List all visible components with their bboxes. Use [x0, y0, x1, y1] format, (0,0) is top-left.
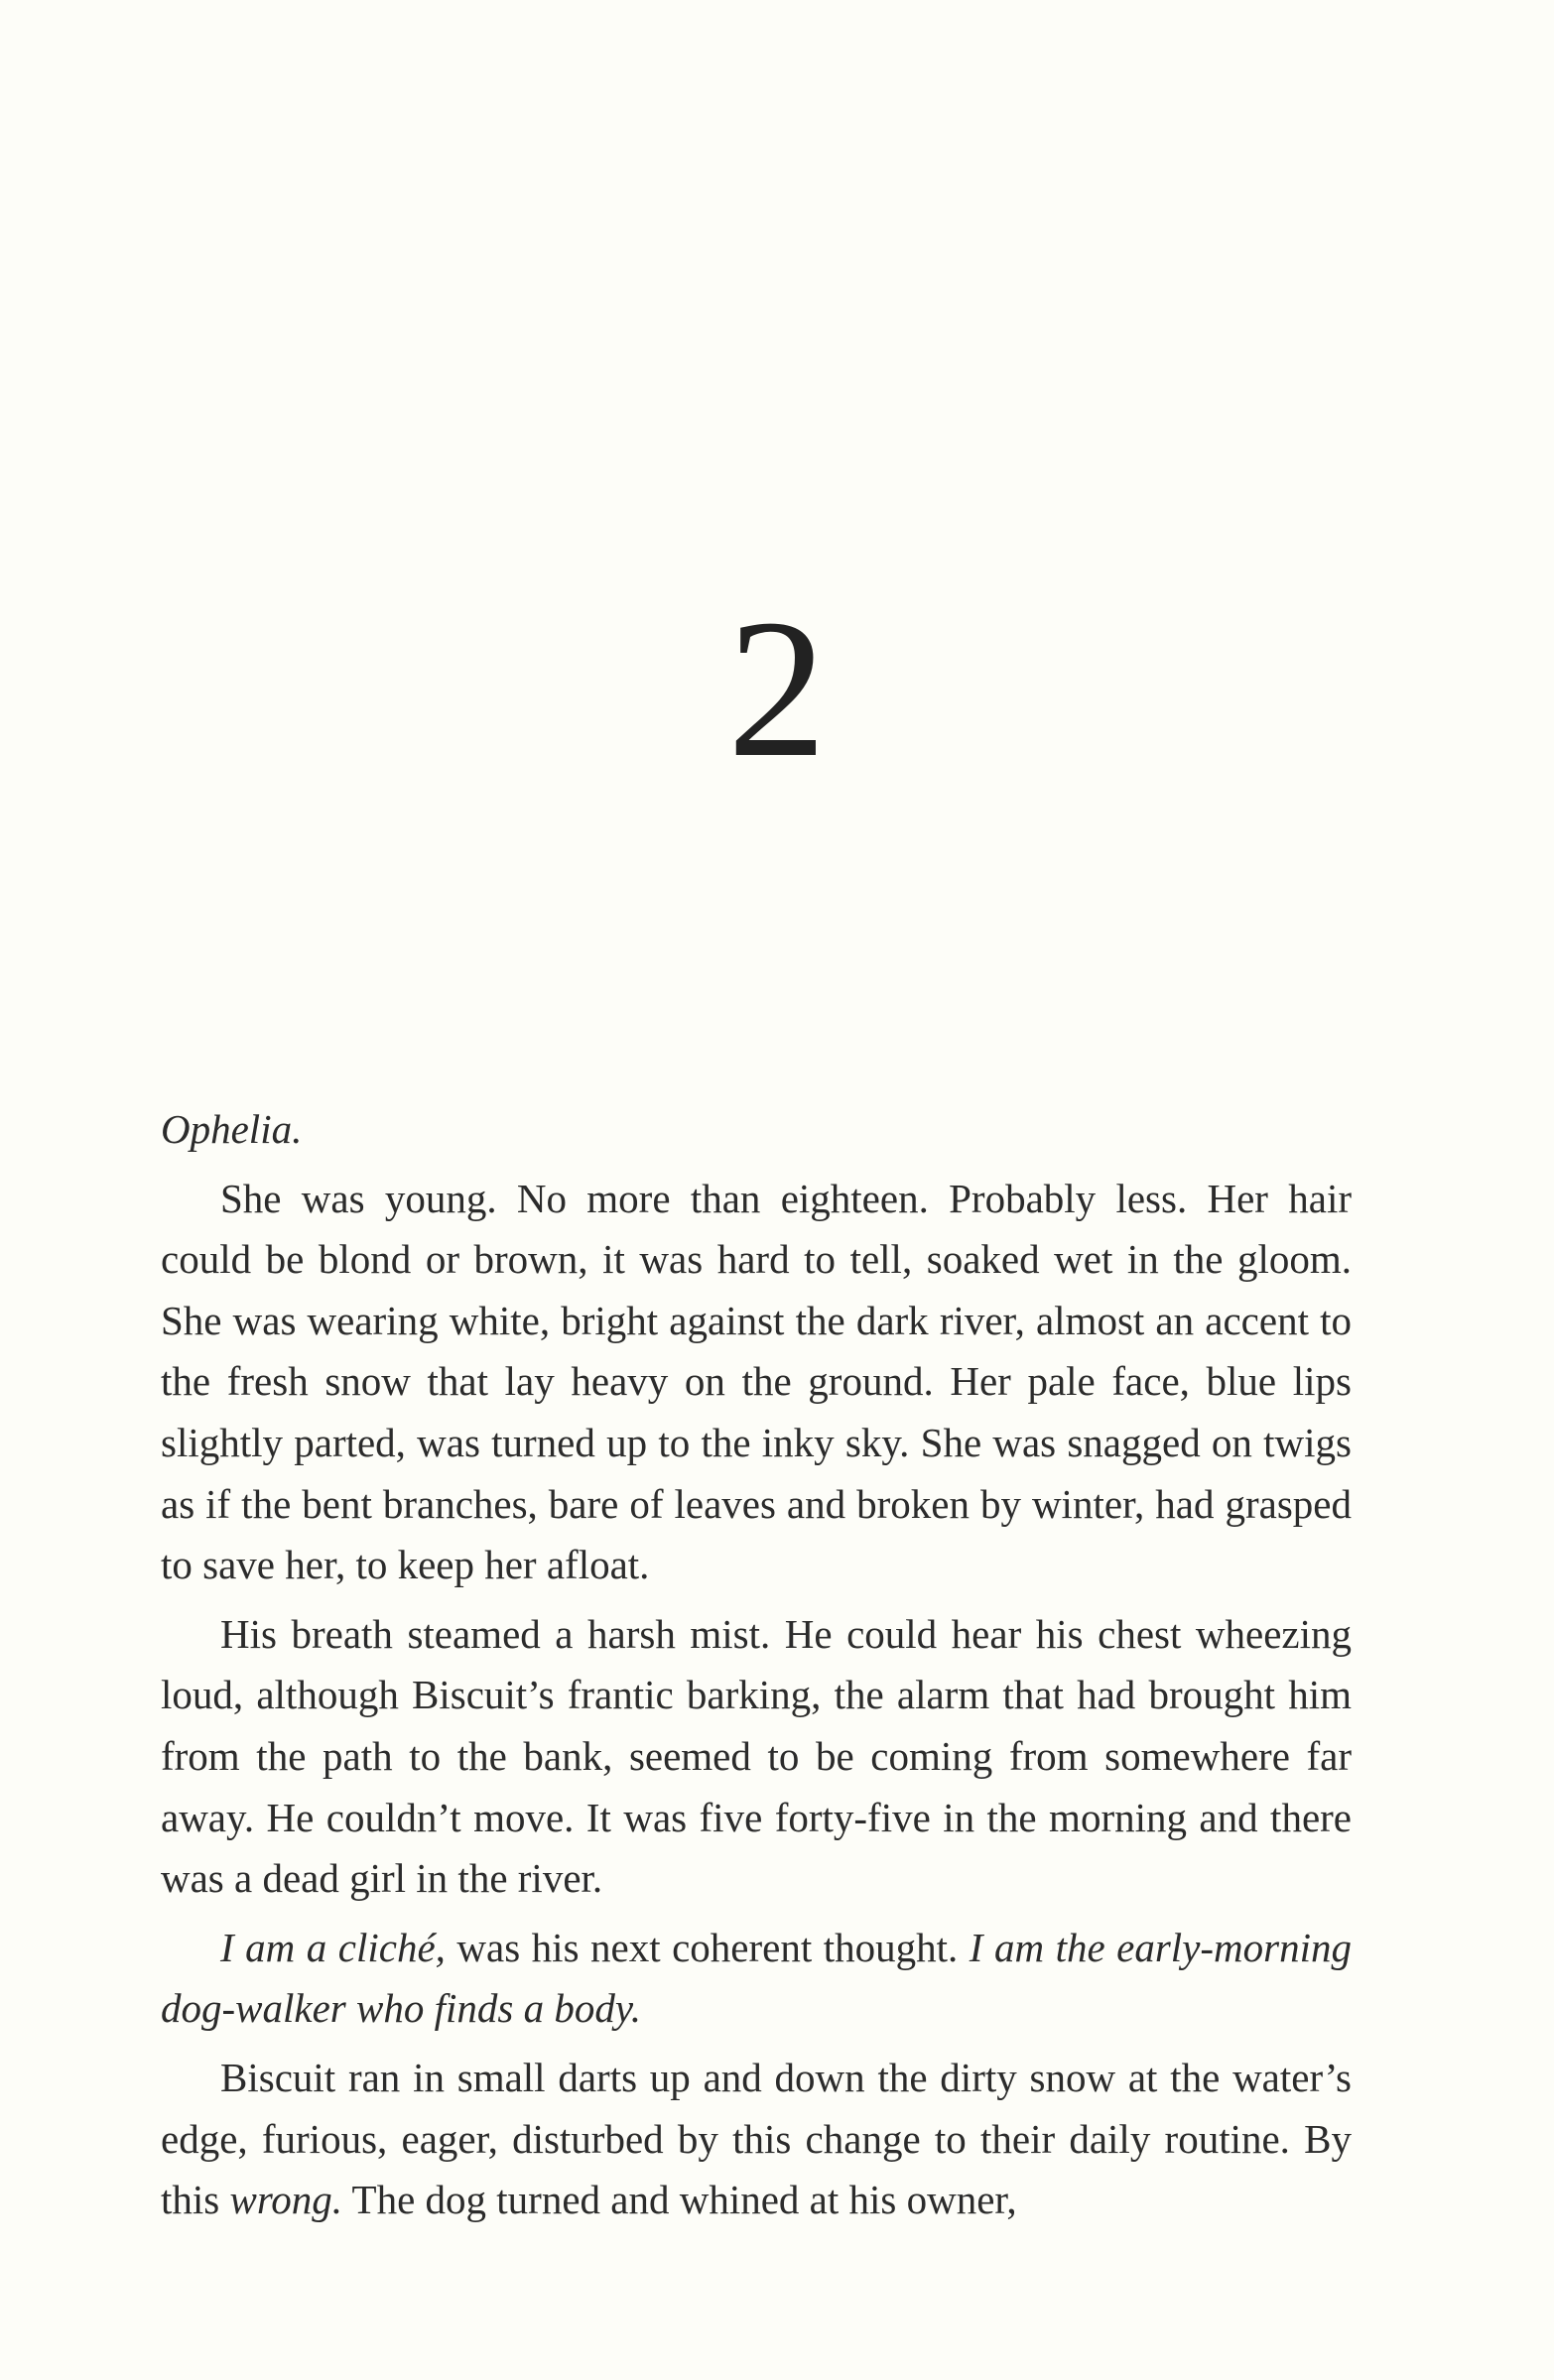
paragraph — [161, 1169, 1352, 1596]
text-segment: She was young. No more than eighteen. Probably less. Her hair could be blond or brown, it was hard to tell, soaked wet in the gloom. She was wearing white, bright against the dark river, almost an accent to the fresh snow that lay heavy on the ground. Her pale face, blue lips slightly parted, was turned up to the inky sky. She was snagged on twigs as if the bent branches, bare of leaves and broken by winter, had grasped to save her, to keep her afloat. — [161, 1175, 1352, 1588]
paragraph — [161, 1099, 1352, 1161]
text-segment: The dog turned and whined at his owner, — [342, 2177, 1017, 2223]
text-segment: I am the early-morning dog-walker who finds a body. — [161, 1924, 1353, 2032]
paragraph — [161, 2048, 1352, 2231]
text-segment: wrong. — [229, 2177, 343, 2223]
text-segment: I am a cliché, — [220, 1924, 446, 1970]
paragraph — [161, 1918, 1352, 2040]
chapter-number: 2 — [727, 579, 827, 799]
text-segment: was his next coherent thought. — [445, 1924, 970, 1970]
body-text — [161, 1099, 1352, 2231]
paragraph — [161, 1604, 1352, 1910]
text-segment: Ophelia. — [161, 1106, 303, 1152]
text-segment: Biscuit ran in small darts up and down the dirty snow at the water’s edge, furious, eager, disturbed by this change to their daily routine. By this — [161, 2054, 1352, 2223]
text-segment: His breath steamed a harsh mist. He could hear his chest wheezing loud, although Biscuit’s frantic barking, the alarm that had brought him from the path to the bank, seemed to be coming from somewhere far away. He couldn’t move. It was five forty-five in the morning and there was a dead girl in the river. — [161, 1610, 1352, 1902]
